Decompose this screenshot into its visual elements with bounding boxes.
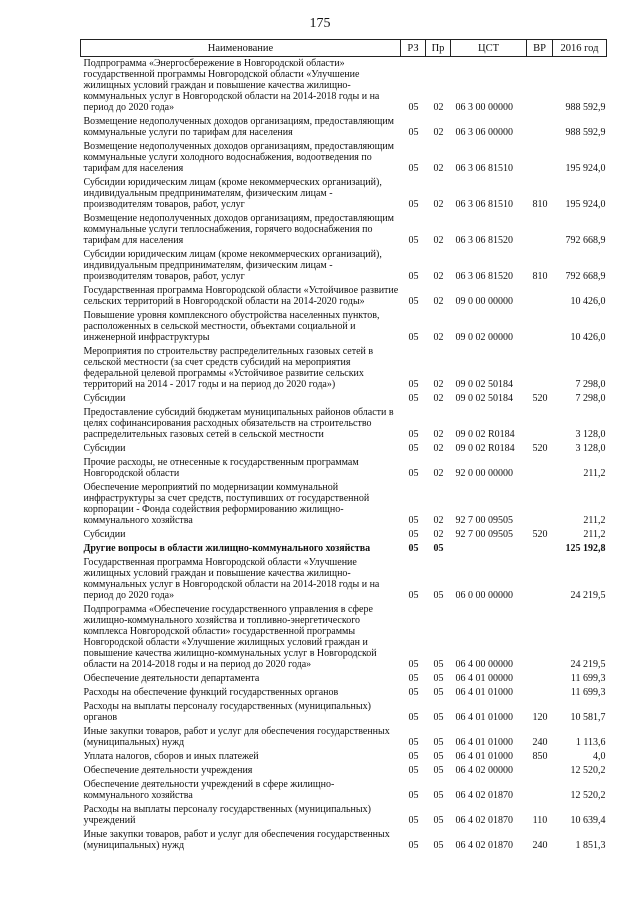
header-cst: ЦСТ xyxy=(451,40,527,57)
row-name: Государственная программа Новгородской области «Устойчивое развитие сельских территорий в Новгородской области на 2014-2020 годы» xyxy=(83,285,399,307)
row-name: Обеспечение деятельности учреждения xyxy=(83,765,253,776)
row-vr xyxy=(527,140,553,176)
row-pr: 05 xyxy=(433,590,444,601)
row-sum: 24 219,5 xyxy=(570,659,606,670)
row-name: Другие вопросы в области жилищно-коммунального хозяйства xyxy=(83,543,371,554)
table-row xyxy=(81,212,607,248)
row-cst: 92 0 00 00000 xyxy=(455,468,513,479)
row-cst: 06 3 06 81510 xyxy=(455,163,513,174)
row-cst: 09 0 02 R0184 xyxy=(455,429,515,440)
row-sum: 211,2 xyxy=(583,515,606,526)
row-sum: 125 192,8 xyxy=(565,543,606,554)
row-rz: 05 xyxy=(408,712,419,723)
row-cst: 09 0 02 50184 xyxy=(455,393,513,404)
row-cst: 09 0 02 50184 xyxy=(455,379,513,390)
row-vr xyxy=(527,309,553,345)
row-rz: 05 xyxy=(408,332,419,343)
row-cst: 06 4 01 01000 xyxy=(455,751,513,762)
row-vr xyxy=(527,406,553,442)
row-cst xyxy=(451,542,527,556)
row-pr: 05 xyxy=(433,659,444,670)
row-pr: 02 xyxy=(433,468,444,479)
row-vr xyxy=(527,542,553,556)
row-rz: 05 xyxy=(408,443,419,454)
row-pr: 05 xyxy=(433,687,444,698)
row-sum: 988 592,9 xyxy=(565,102,606,113)
row-cst: 92 7 00 09505 xyxy=(455,529,513,540)
row-sum: 195 924,0 xyxy=(565,163,606,174)
row-sum: 10 426,0 xyxy=(570,296,606,307)
table-row xyxy=(81,442,607,456)
row-cst: 06 4 00 00000 xyxy=(455,659,513,670)
table-row xyxy=(81,725,607,750)
row-sum: 211,2 xyxy=(583,529,606,540)
row-pr: 02 xyxy=(433,515,444,526)
table-row xyxy=(81,309,607,345)
row-cst: 06 4 02 01870 xyxy=(455,790,513,801)
row-rz: 05 xyxy=(408,543,419,554)
row-sum: 12 520,2 xyxy=(570,790,606,801)
row-rz: 05 xyxy=(408,737,419,748)
row-vr xyxy=(527,481,553,528)
row-vr xyxy=(527,603,553,672)
row-rz: 05 xyxy=(408,765,419,776)
row-vr: 240 xyxy=(532,737,548,748)
row-pr: 05 xyxy=(433,765,444,776)
table-row xyxy=(81,803,607,828)
row-rz: 05 xyxy=(408,529,419,540)
table-row xyxy=(81,672,607,686)
row-cst: 06 4 01 01000 xyxy=(455,687,513,698)
row-pr: 05 xyxy=(433,673,444,684)
row-cst: 06 4 02 01870 xyxy=(455,815,513,826)
row-name: Мероприятия по строительству распределительных газовых сетей в сельской местности (за счет средств субсидий на мероприятия федеральной целевой программы «Устойчивое развитие сельских территорий на 2014 - 2017 годы и на период до 2020 года») xyxy=(83,346,374,390)
row-cst: 06 4 01 01000 xyxy=(455,737,513,748)
row-pr: 02 xyxy=(433,393,444,404)
row-vr: 520 xyxy=(532,443,548,454)
row-vr xyxy=(527,686,553,700)
row-name: Иные закупки товаров, работ и услуг для обеспечения государственных (муниципальных) нужд xyxy=(83,829,390,851)
row-vr: 810 xyxy=(532,199,548,210)
row-cst: 06 4 02 00000 xyxy=(455,765,513,776)
row-sum: 1 851,3 xyxy=(575,840,606,851)
row-rz: 05 xyxy=(408,271,419,282)
row-vr: 520 xyxy=(532,393,548,404)
row-rz: 05 xyxy=(408,673,419,684)
row-rz: 05 xyxy=(408,815,419,826)
row-cst: 09 0 00 00000 xyxy=(455,296,513,307)
row-rz: 05 xyxy=(408,429,419,440)
row-pr: 05 xyxy=(433,790,444,801)
row-pr: 02 xyxy=(433,235,444,246)
row-name: Субсидии xyxy=(83,529,126,540)
row-pr: 02 xyxy=(433,271,444,282)
table-row xyxy=(81,603,607,672)
row-sum: 12 520,2 xyxy=(570,765,606,776)
row-pr: 02 xyxy=(433,429,444,440)
row-name: Иные закупки товаров, работ и услуг для обеспечения государственных (муниципальных) нужд xyxy=(83,726,390,748)
row-sum: 10 639,4 xyxy=(570,815,606,826)
table-row xyxy=(81,528,607,542)
row-sum: 211,2 xyxy=(583,468,606,479)
row-vr xyxy=(527,345,553,392)
row-pr: 02 xyxy=(433,332,444,343)
row-rz: 05 xyxy=(408,840,419,851)
row-vr: 110 xyxy=(532,815,548,826)
row-vr xyxy=(527,764,553,778)
row-name: Предоставление субсидий бюджетам муниципальных районов области в целях софинансирования расходных обязательств на строительство распределительных газовых сетей в сельской местности xyxy=(83,407,394,440)
row-rz: 05 xyxy=(408,235,419,246)
table-row xyxy=(81,345,607,392)
row-rz: 05 xyxy=(408,199,419,210)
table-row xyxy=(81,248,607,284)
table-row xyxy=(81,750,607,764)
row-rz: 05 xyxy=(408,296,419,307)
row-sum: 24 219,5 xyxy=(570,590,606,601)
row-pr: 05 xyxy=(433,840,444,851)
row-pr: 02 xyxy=(433,529,444,540)
row-name: Обеспечение деятельности учреждений в сфере жилищно-коммунального хозяйства xyxy=(83,779,335,801)
row-vr xyxy=(527,284,553,309)
row-sum: 3 128,0 xyxy=(575,429,606,440)
table-row xyxy=(81,115,607,140)
row-vr xyxy=(527,57,553,116)
page-number: 175 xyxy=(309,16,331,31)
table-row xyxy=(81,284,607,309)
header-pr: Пр xyxy=(426,40,451,57)
header-name: Наименование xyxy=(81,40,401,57)
row-name: Государственная программа Новгородской области «Улучшение жилищных условий граждан и повышение качества жилищно-коммунальных услуг в Новгородской области на 2014-2018 годы и на период до 2020 года» xyxy=(83,557,380,601)
row-cst: 06 3 06 00000 xyxy=(455,127,513,138)
row-rz: 05 xyxy=(408,127,419,138)
row-sum: 7 298,0 xyxy=(575,379,606,390)
row-name: Прочие расходы, не отнесенные к государственным программам Новгородской области xyxy=(83,457,359,479)
table-row xyxy=(81,700,607,725)
row-vr xyxy=(527,212,553,248)
row-vr: 120 xyxy=(532,712,548,723)
table-row xyxy=(81,456,607,481)
row-rz: 05 xyxy=(408,751,419,762)
row-name: Возмещение недополученных доходов организациям, предоставляющим коммунальные услуги теплоснабжения, горячего водоснабжения по тарифам для населения xyxy=(83,213,395,246)
row-sum: 988 592,9 xyxy=(565,127,606,138)
row-vr xyxy=(527,115,553,140)
header-vr: ВР xyxy=(527,40,553,57)
row-rz: 05 xyxy=(408,468,419,479)
row-cst: 06 3 06 81520 xyxy=(455,271,513,282)
row-vr: 810 xyxy=(532,271,548,282)
row-cst: 06 4 01 00000 xyxy=(455,673,513,684)
table-header-row xyxy=(81,40,607,57)
row-vr xyxy=(527,556,553,603)
row-name: Обеспечение мероприятий по модернизации коммунальной инфраструктуры за счет средств, поступивших от государственной корпорации - Фонда содействия реформированию жилищно-коммунального хозяйства xyxy=(83,482,370,526)
row-cst: 06 3 00 00000 xyxy=(455,102,513,113)
row-cst: 06 0 00 00000 xyxy=(455,590,513,601)
row-name: Уплата налогов, сборов и иных платежей xyxy=(83,751,259,762)
row-vr: 240 xyxy=(532,840,548,851)
row-sum: 11 699,3 xyxy=(570,687,606,698)
row-name: Субсидии юридическим лицам (кроме некоммерческих организаций), индивидуальным предпринимателям, физическим лицам - производителям товаров, работ, услуг xyxy=(83,249,382,282)
row-vr: 850 xyxy=(532,751,548,762)
row-pr: 02 xyxy=(433,163,444,174)
row-sum: 792 668,9 xyxy=(565,271,606,282)
row-vr xyxy=(527,456,553,481)
row-name: Подпрограмма «Обеспечение государственного управления в сфере жилищно-коммунального хозяйства и топливно-энергетического комплекса Новгородской области» государственной программы Новгородской области «Улучшение жилищных условий граждан и повышение качества жилищно-коммунальных услуг в Новгородской области на 2014-2018 годы и на период до 2020 года» xyxy=(83,604,377,670)
table-body xyxy=(81,57,607,854)
row-sum: 10 581,7 xyxy=(570,712,606,723)
row-rz: 05 xyxy=(408,590,419,601)
row-pr: 02 xyxy=(433,199,444,210)
row-pr: 02 xyxy=(433,127,444,138)
row-sum: 4,0 xyxy=(593,751,606,762)
table-row xyxy=(81,778,607,803)
row-name: Субсидии xyxy=(83,393,126,404)
row-cst: 92 7 00 09505 xyxy=(455,515,513,526)
row-sum: 1 113,6 xyxy=(575,737,606,748)
row-pr: 05 xyxy=(433,543,444,554)
row-rz: 05 xyxy=(408,102,419,113)
row-pr: 05 xyxy=(433,751,444,762)
row-pr: 05 xyxy=(433,737,444,748)
row-rz: 05 xyxy=(408,393,419,404)
row-name: Подпрограмма «Энергосбережение в Новгородской области» государственной программы Новгородской области «Улучшение жилищных условий граждан и повышение качества жилищно-коммунальных услуг в Новгородской области на 2014-2018 годы и на период до 2020 года» xyxy=(83,58,380,113)
row-rz: 05 xyxy=(408,687,419,698)
row-rz: 05 xyxy=(408,515,419,526)
row-sum: 3 128,0 xyxy=(575,443,606,454)
row-rz: 05 xyxy=(408,163,419,174)
table-row xyxy=(81,176,607,212)
table-row xyxy=(81,406,607,442)
row-vr xyxy=(527,672,553,686)
row-cst: 06 3 06 81520 xyxy=(455,235,513,246)
row-rz: 05 xyxy=(408,379,419,390)
row-pr: 02 xyxy=(433,379,444,390)
row-name: Повышение уровня комплексного обустройства населенных пунктов, расположенных в сельской местности, объектами социальной и инженерной инфраструктуры xyxy=(83,310,380,343)
row-sum: 195 924,0 xyxy=(565,199,606,210)
row-pr: 02 xyxy=(433,102,444,113)
row-pr: 02 xyxy=(433,296,444,307)
header-rz: РЗ xyxy=(401,40,426,57)
row-cst: 09 0 02 R0184 xyxy=(455,443,515,454)
row-cst: 06 4 01 01000 xyxy=(455,712,513,723)
row-name: Расходы на выплаты персоналу государственных (муниципальных) учреждений xyxy=(83,804,371,826)
row-name: Расходы на выплаты персоналу государственных (муниципальных) органов xyxy=(83,701,371,723)
table-row xyxy=(81,764,607,778)
row-name: Расходы на обеспечение функций государственных органов xyxy=(83,687,339,698)
row-rz: 05 xyxy=(408,790,419,801)
row-cst: 06 3 06 81510 xyxy=(455,199,513,210)
row-name: Возмещение недополученных доходов организациям, предоставляющим коммунальные услуги холодного водоснабжения, водоотведения по тарифам для населения xyxy=(83,141,395,174)
row-name: Субсидии xyxy=(83,443,126,454)
row-cst: 09 0 02 00000 xyxy=(455,332,513,343)
row-pr: 02 xyxy=(433,443,444,454)
row-pr: 05 xyxy=(433,712,444,723)
row-name: Возмещение недополученных доходов организациям, предоставляющим коммунальные услуги по тарифам для населения xyxy=(83,116,395,138)
row-rz: 05 xyxy=(408,659,419,670)
budget-table xyxy=(80,39,607,853)
table-row xyxy=(81,686,607,700)
table-row xyxy=(81,140,607,176)
table-row xyxy=(81,481,607,528)
table-row xyxy=(81,556,607,603)
row-sum: 11 699,3 xyxy=(570,673,606,684)
row-pr: 05 xyxy=(433,815,444,826)
row-sum: 10 426,0 xyxy=(570,332,606,343)
table-row xyxy=(81,57,607,116)
row-name: Субсидии юридическим лицам (кроме некоммерческих организаций), индивидуальным предпринимателям, физическим лицам - производителям товаров, работ, услуг xyxy=(83,177,382,210)
row-sum: 792 668,9 xyxy=(565,235,606,246)
row-vr: 520 xyxy=(532,529,548,540)
header-year: 2016 год xyxy=(553,40,607,57)
row-vr xyxy=(527,778,553,803)
table-row xyxy=(81,828,607,853)
table-row xyxy=(81,542,607,556)
row-name: Обеспечение деятельности департамента xyxy=(83,673,260,684)
row-sum: 7 298,0 xyxy=(575,393,606,404)
row-cst: 06 4 02 01870 xyxy=(455,840,513,851)
table-row xyxy=(81,392,607,406)
